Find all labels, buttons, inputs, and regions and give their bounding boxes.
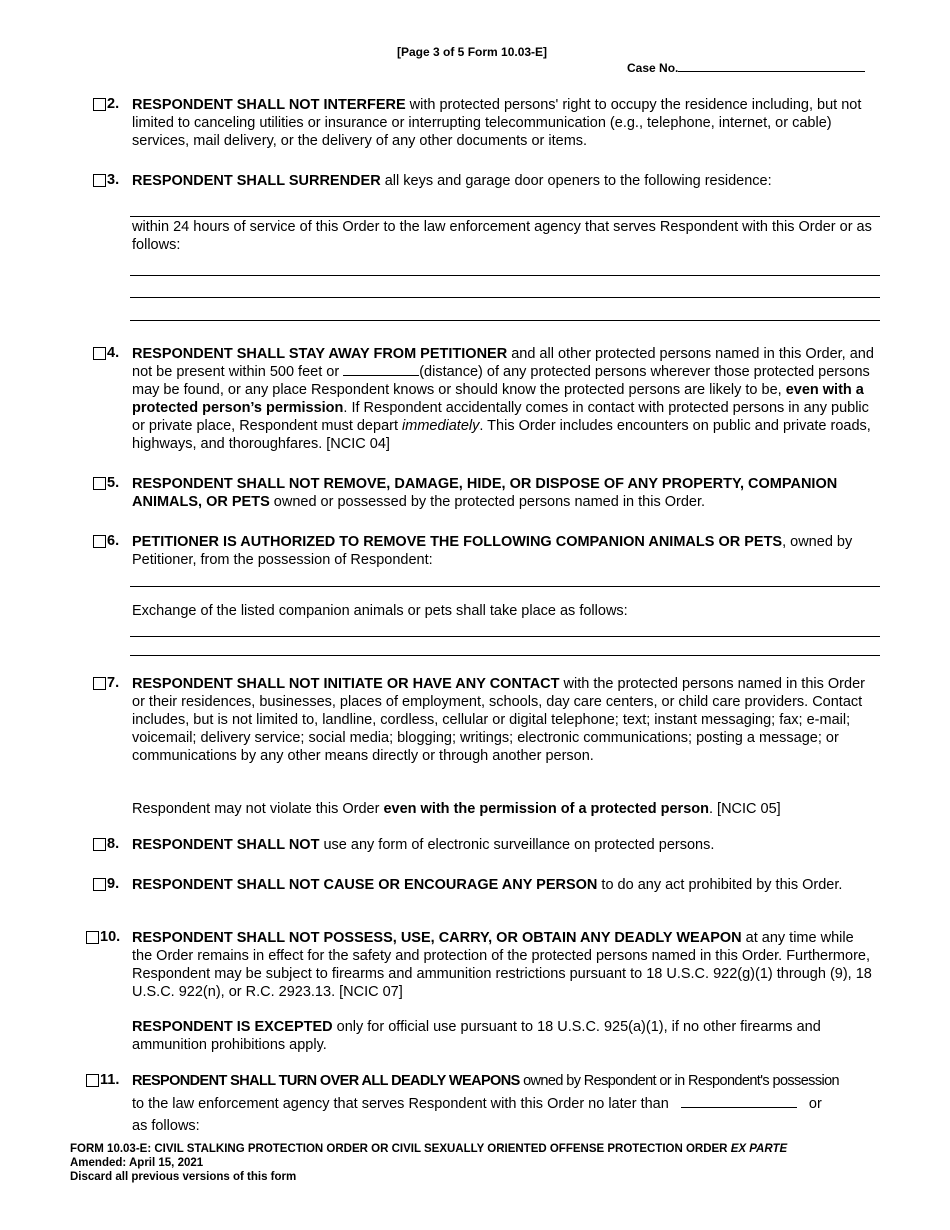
item-9-checkbox[interactable]: [93, 878, 106, 891]
distance-blank[interactable]: [343, 363, 419, 376]
item-7-text: RESPONDENT SHALL NOT INITIATE OR HAVE ANY CONTACT with the protected persons named in this Order or their residences, businesses, places of employment, schools, day care centers, or child care providers. Contact includes, but is not limited to, landline, cordless, cellular or digital telephone; text; instant messaging; fax; e-mail; voicemail; delivery service; social media; blogging; writings; electronic communications; posting a message; or communications by any other means directly or through another person.: [132, 676, 865, 764]
item-6-line-1[interactable]: [130, 636, 880, 637]
item-3-line-3[interactable]: [130, 320, 880, 321]
item-3-residence-line[interactable]: [130, 216, 880, 217]
item-8-number: 8.: [107, 836, 120, 852]
item-7-number: 7.: [107, 675, 120, 691]
item-2-number: 2.: [107, 96, 120, 112]
item-7-text-2: Respondent may not violate this Order even with the permission of a protected person. [NCIC 05]: [132, 801, 781, 817]
item-3-line-2[interactable]: [130, 297, 880, 298]
item-6-text-2: Exchange of the listed companion animals or pets shall take place as follows:: [132, 603, 628, 619]
item-3-number: 3.: [107, 172, 120, 188]
item-11-checkbox[interactable]: [86, 1074, 99, 1087]
item-8-checkbox[interactable]: [93, 838, 106, 851]
item-8-text: RESPONDENT SHALL NOT use any form of electronic surveillance on protected persons.: [132, 837, 715, 853]
item-10-number: 10.: [100, 929, 121, 945]
item-6-text: PETITIONER IS AUTHORIZED TO REMOVE THE FOLLOWING COMPANION ANIMALS OR PETS, owned by Petitioner, from the possession of Respondent:: [132, 534, 853, 568]
item-5-number: 5.: [107, 475, 120, 491]
item-6-checkbox[interactable]: [93, 535, 106, 548]
deadline-blank[interactable]: [681, 1095, 797, 1108]
item-6-line-2[interactable]: [130, 655, 880, 656]
form-footer-amended: Amended: April 15, 2021: [70, 1157, 204, 1169]
case-number-blank[interactable]: [678, 59, 865, 72]
item-10-text: RESPONDENT SHALL NOT POSSESS, USE, CARRY, OR OBTAIN ANY DEADLY WEAPON at any time while the Order remains in effect for the safety and protection of the protected persons named in this Order. Furthermore, Respondent may be subject to firearms and ammunition restrictions pursuant to 18 U.S.C. 922(g)(1) through (9), 18 U.S.C. 922(n), or R.C. 2923.13. [NCIC 07]: [132, 930, 872, 1000]
item-7-checkbox[interactable]: [93, 677, 106, 690]
item-5-text: RESPONDENT SHALL NOT REMOVE, DAMAGE, HIDE, OR DISPOSE OF ANY PROPERTY, COMPANION ANIMALS, OR PETS owned or possessed by the protected persons named in this Order.: [132, 476, 838, 510]
item-2-checkbox[interactable]: [93, 98, 106, 111]
item-11-text: RESPONDENT SHALL TURN OVER ALL DEADLY WEAPONS owned by Respondent or in Respondent's possession: [132, 1073, 840, 1089]
form-footer-discard: Discard all previous versions of this form: [70, 1171, 297, 1183]
page-label: [Page 3 of 5 Form 10.03-E]: [397, 45, 548, 59]
item-2-text: RESPONDENT SHALL NOT INTERFERE with protected persons' right to occupy the residence including, but not limited to canceling utilities or insurance or interrupting telecommunication (e.g., telephone, internet, or cable) services, mail delivery, or the delivery of any other documents or items.: [132, 97, 862, 149]
case-number-field: [627, 59, 865, 75]
item-10-text-2: RESPONDENT IS EXCEPTED only for official use pursuant to 18 U.S.C. 925(a)(1), if no other firearms and ammunition prohibitions apply.: [132, 1019, 821, 1053]
item-3-text: RESPONDENT SHALL SURRENDER all keys and garage door openers to the following residence:: [132, 173, 772, 189]
item-6-number: 6.: [107, 533, 120, 549]
item-9-text: RESPONDENT SHALL NOT CAUSE OR ENCOURAGE ANY PERSON to do any act prohibited by this Order.: [132, 877, 843, 893]
item-4-number: 4.: [107, 345, 120, 361]
item-9-number: 9.: [107, 876, 120, 892]
item-5-checkbox[interactable]: [93, 477, 106, 490]
item-4-text: RESPONDENT SHALL STAY AWAY FROM PETITIONER and all other protected persons named in this Order, and not be present within 500 feet or (distance) of any protected persons wherever those protected persons may be found, or any place Respondent knows or should know the protected persons are likely to be, even with a protected person’s permission. If Respondent accidentally comes in contact with protected persons in any public or private place, Respondent must depart immediately. This Order includes encounters on public and private roads, highways, and thoroughfares. [NCIC 04]: [132, 346, 874, 452]
item-3-checkbox[interactable]: [93, 174, 106, 187]
item-11-number: 11.: [100, 1072, 120, 1088]
item-10-checkbox[interactable]: [86, 931, 99, 944]
item-4-checkbox[interactable]: [93, 347, 106, 360]
item-11-text-2: to the law enforcement agency that serves Respondent with this Order no later than or: [132, 1096, 822, 1112]
item-6-pets-line[interactable]: [130, 586, 880, 587]
form-footer-title: FORM 10.03-E: CIVIL STALKING PROTECTION ORDER OR CIVIL SEXUALLY ORIENTED OFFENSE PROTECTION ORDER EX PARTE: [70, 1143, 788, 1155]
item-3-line-1[interactable]: [130, 275, 880, 276]
item-11-text-3: as follows:: [132, 1118, 200, 1134]
case-number-label: Case No.: [627, 61, 679, 75]
item-3-text-2: within 24 hours of service of this Order to the law enforcement agency that serves Respondent with this Order or as follows:: [132, 219, 872, 253]
